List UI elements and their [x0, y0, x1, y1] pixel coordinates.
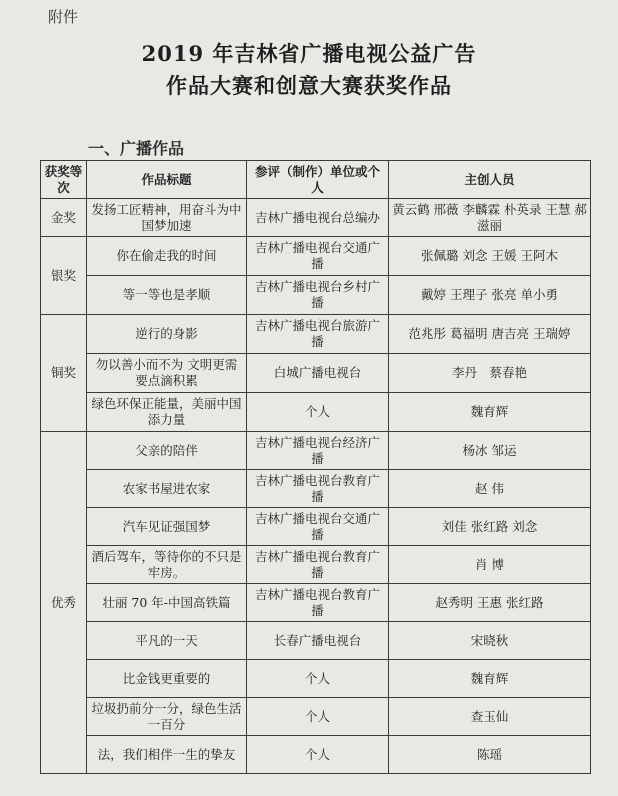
row-creators: 肖 博: [389, 546, 591, 584]
table-row: [41, 660, 591, 698]
row-unit: 吉林广播电视台旅游广播: [247, 315, 389, 354]
row-unit: 吉林广播电视台经济广播: [247, 432, 389, 470]
header-award: 获奖等次: [41, 161, 87, 199]
document-title-line1: 2019 年吉林省广播电视公益广告: [141, 41, 477, 66]
award-silver: 银奖: [41, 237, 87, 315]
row-creators: 刘佳 张红路 刘念: [389, 508, 591, 546]
row-title: 平凡的一天: [87, 622, 247, 660]
row-unit: 吉林广播电视台乡村广播: [247, 276, 389, 315]
row-creators: 李丹 蔡春艳: [389, 354, 591, 393]
row-unit: 白城广播电视台: [247, 354, 389, 393]
row-title: 比金钱更重要的: [87, 660, 247, 698]
row-title: 你在偷走我的时间: [87, 237, 247, 276]
header-creators: 主创人员: [389, 161, 591, 199]
awards-table: [40, 160, 591, 774]
row-creators: 赵 伟: [389, 470, 591, 508]
row-creators: 范兆彤 葛福明 唐吉亮 王瑞婷: [389, 315, 591, 354]
row-title: 酒后驾车，等待你的不只是牢房。: [87, 546, 247, 584]
row-title: 汽车见证强国梦: [87, 508, 247, 546]
table-row: [41, 199, 591, 237]
table-row: [41, 508, 591, 546]
row-creators: 宋晓秋: [389, 622, 591, 660]
row-title: 法，我们相伴一生的挚友: [87, 736, 247, 774]
award-gold: 金奖: [41, 199, 87, 237]
row-unit: 吉林广播电视台教育广播: [247, 584, 389, 622]
table-row: [41, 470, 591, 508]
attachment-label: 附件: [48, 8, 79, 26]
row-title: 逆行的身影: [87, 315, 247, 354]
row-creators: 赵秀明 王惠 张红路: [389, 584, 591, 622]
header-unit: 参评（制作）单位或个人: [247, 161, 389, 199]
row-title: 父亲的陪伴: [87, 432, 247, 470]
table-row: [41, 276, 591, 315]
section-heading: 一、广播作品: [88, 139, 185, 158]
row-unit: 个人: [247, 393, 389, 432]
header-title: 作品标题: [87, 161, 247, 199]
table-row: [41, 432, 591, 470]
row-creators: 魏育辉: [389, 393, 591, 432]
document-title-line2: 作品大赛和创意大赛获奖作品: [166, 73, 452, 98]
row-unit: 吉林广播电视台交通广播: [247, 237, 389, 276]
table-row: [41, 354, 591, 393]
award-bronze: 铜奖: [41, 315, 87, 432]
table-header-row: [41, 161, 591, 199]
table-row: [41, 698, 591, 736]
row-title: 绿色环保正能量，美丽中国添力量: [87, 393, 247, 432]
row-title: 勿以善小而不为 文明更需要点滴积累: [87, 354, 247, 393]
row-title: 等一等也是孝顺: [87, 276, 247, 315]
table-row: [41, 315, 591, 354]
row-creators: 黄云鹤 邢薇 李麟霖 朴英录 王慧 郝滋丽: [389, 199, 591, 237]
row-unit: 吉林广播电视台总编办: [247, 199, 389, 237]
row-unit: 长春广播电视台: [247, 622, 389, 660]
row-unit: 个人: [247, 660, 389, 698]
row-title: 垃圾扔前分一分，绿色生活一百分: [87, 698, 247, 736]
table-row: [41, 546, 591, 584]
row-unit: 吉林广播电视台教育广播: [247, 470, 389, 508]
row-unit: 个人: [247, 736, 389, 774]
award-excellent: 优秀: [41, 432, 87, 774]
row-unit: 个人: [247, 698, 389, 736]
row-unit: 吉林广播电视台教育广播: [247, 546, 389, 584]
row-creators: 魏育辉: [389, 660, 591, 698]
table-row: [41, 393, 591, 432]
row-creators: 陈瑶: [389, 736, 591, 774]
row-creators: 戴婷 王理子 张亮 单小勇: [389, 276, 591, 315]
table-row: [41, 237, 591, 276]
table-row: [41, 736, 591, 774]
table-row: [41, 584, 591, 622]
row-creators: 杨冰 邹运: [389, 432, 591, 470]
row-creators: 查玉仙: [389, 698, 591, 736]
row-title: 发扬工匠精神，用奋斗为中国梦加速: [87, 199, 247, 237]
row-creators: 张佩璐 刘念 王媛 王阿木: [389, 237, 591, 276]
table-row: [41, 622, 591, 660]
row-title: 壮丽 70 年-中国高铁篇: [87, 584, 247, 622]
row-title: 农家书屋进农家: [87, 470, 247, 508]
row-unit: 吉林广播电视台交通广播: [247, 508, 389, 546]
